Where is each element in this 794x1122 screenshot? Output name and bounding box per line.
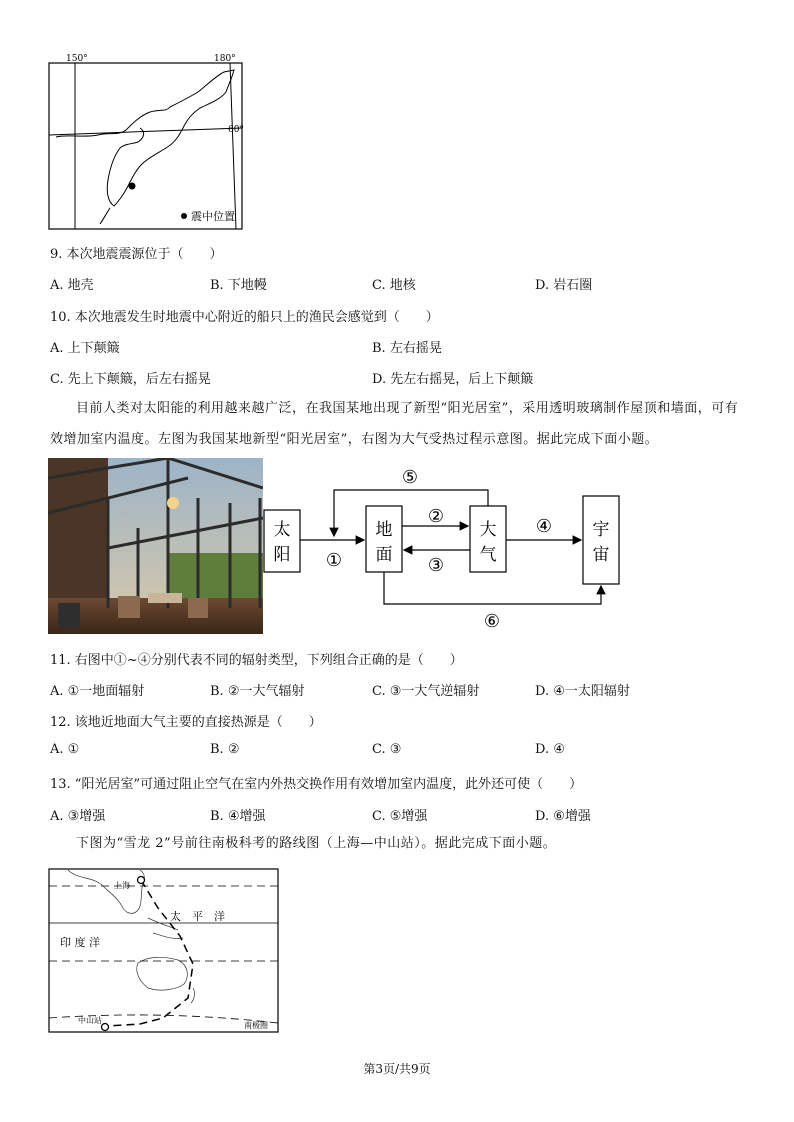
q12-option-c: C. ③ <box>372 742 402 757</box>
question-9: 9. 本次地震震源位于（ ） <box>50 247 223 262</box>
ground-label-1: 地 <box>375 520 393 540</box>
q9-option-d: D. 岩石圈 <box>535 278 593 293</box>
question-11: 11. 右图中①~④分别代表不同的辐射类型，下列组合正确的是（ ） <box>50 653 463 668</box>
atmosphere-label-2: 气 <box>479 545 497 565</box>
q10-option-a: A. 上下颠簸 <box>50 341 120 356</box>
question-12: 12. 该地近地面大气主要的直接热源是（ ） <box>50 715 322 730</box>
q9-option-b: B. 下地幔 <box>210 278 267 293</box>
space-label-1: 宇 <box>592 520 610 540</box>
q13-option-c: C. ⑤增强 <box>372 809 428 824</box>
lon-150-label: 150° <box>66 54 88 64</box>
arrow-5 <box>334 490 488 536</box>
passage-route: 下图为“雪龙 2”号前往南极科考的路线图（上海—中山站）。据此完成下面小题。 <box>76 836 557 851</box>
q11-option-b: B. ②一大气辐射 <box>210 684 305 699</box>
label-6: ⑥ <box>483 611 501 632</box>
q13-option-d: D. ⑥增强 <box>535 809 591 824</box>
label-2: ② <box>427 506 445 527</box>
atmosphere-label-1: 大 <box>479 520 497 540</box>
space-box <box>583 496 619 584</box>
pacific-label: 太 平 洋 <box>170 910 225 923</box>
label-3: ③ <box>427 555 445 576</box>
zhongshan-dot <box>102 1024 109 1031</box>
shanghai-dot <box>138 877 145 884</box>
shanghai-label: 上海 <box>114 881 130 890</box>
q10-option-c: C. 先上下颠簸，后左右摇晃 <box>50 372 211 387</box>
label-1: ① <box>325 550 343 571</box>
arrow-6 <box>384 572 601 604</box>
q11-option-d: D. ④一太阳辐射 <box>535 684 630 699</box>
sunroom-photo <box>48 458 263 634</box>
atmosphere-heating-diagram <box>262 458 624 634</box>
space-label-2: 宙 <box>592 545 610 565</box>
epicenter-dot <box>129 183 136 190</box>
q11-option-c: C. ③一大气逆辐射 <box>372 684 480 699</box>
zhongshan-label: 中山站 <box>78 1016 102 1025</box>
q13-option-b: B. ④增强 <box>210 809 266 824</box>
question-13: 13. “阳光居室”可通过阻止空气在室内外热交换作用有效增加室内温度，此外还可使（ ） <box>50 777 583 792</box>
q9-option-a: A. 地壳 <box>50 278 94 293</box>
earthquake-map <box>48 52 244 232</box>
q11-option-a: A. ①一地面辐射 <box>50 684 145 699</box>
lon-180-label: 180° <box>214 54 236 64</box>
indian-ocean-label: 印 度 洋 <box>60 936 100 949</box>
q12-option-d: D. ④ <box>535 742 565 757</box>
q9-option-c: C. 地核 <box>372 278 416 293</box>
lat-60-label: 60° <box>228 125 244 135</box>
label-4: ④ <box>535 516 553 537</box>
sun-label-1: 太 <box>273 520 291 540</box>
route-map <box>48 868 280 1034</box>
q12-option-a: A. ① <box>50 742 80 757</box>
passage-sunroom: 目前人类对太阳能的利用越来越广泛，在我国某地出现了新型“阳光居室”，采用透明玻璃制作屋顶和墙面，可有效增加室内温度。左图为我国某地新型“阳光居室”，右图为大气受热过程示意图。据此完成下面小题。 <box>50 401 739 447</box>
label-5: ⑤ <box>401 467 419 488</box>
legend-label: 震中位置 <box>191 210 235 223</box>
q10-option-d: D. 先左右摇晃，后上下颠簸 <box>372 372 534 387</box>
sun-label-2: 阳 <box>273 545 291 565</box>
q10-option-b: B. 左右摇晃 <box>372 341 442 356</box>
page-footer: 第3页/共9页 <box>363 1062 431 1076</box>
q13-option-a: A. ③增强 <box>50 809 106 824</box>
ground-label-2: 面 <box>375 545 393 565</box>
q12-option-b: B. ② <box>210 742 240 757</box>
antarctic-circle-label: 南极圈 <box>244 1021 268 1030</box>
question-10: 10. 本次地震发生时地震中心附近的船只上的渔民会感觉到（ ） <box>50 310 439 325</box>
